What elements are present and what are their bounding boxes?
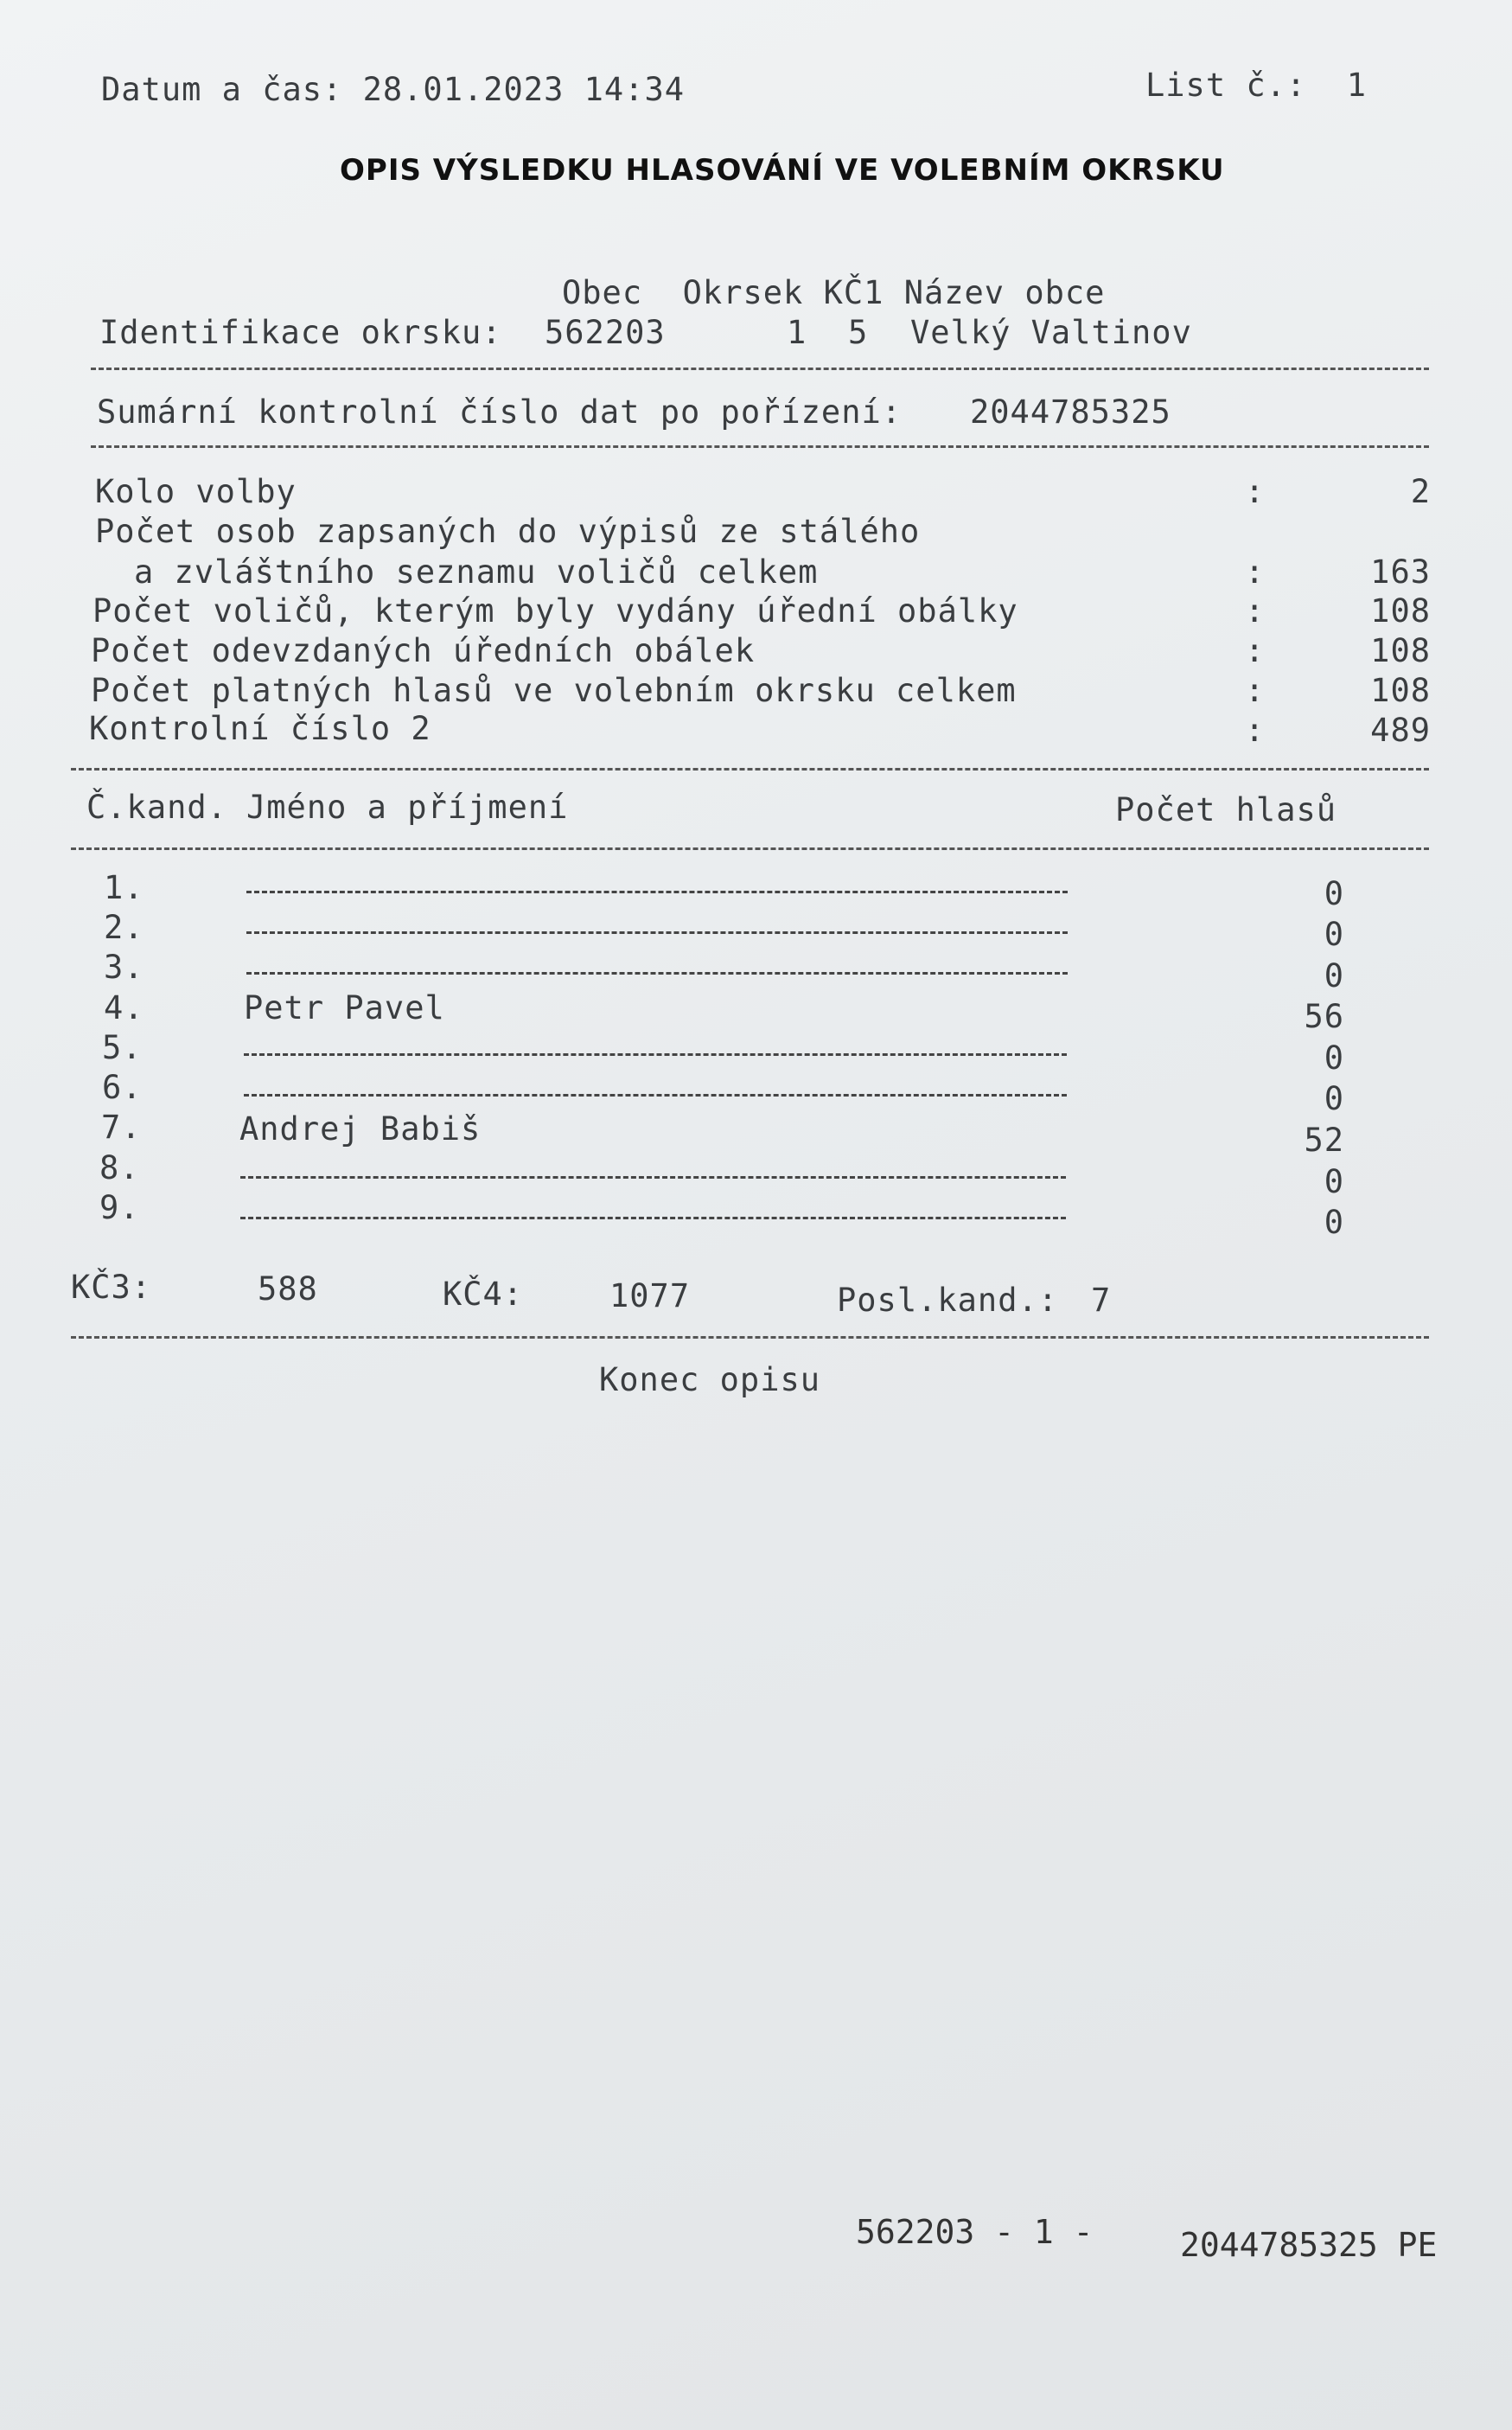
colon: :	[1245, 592, 1266, 630]
empty-name-dashes	[244, 1094, 1067, 1097]
candidate-votes: 0	[1324, 875, 1344, 912]
candidate-number: 1.	[104, 869, 144, 906]
candidate-number: 5.	[102, 1029, 143, 1066]
empty-name-dashes	[246, 931, 1068, 934]
empty-name-dashes	[246, 972, 1068, 975]
candidate-votes: 0	[1324, 916, 1344, 953]
last-candidate-label: Posl.kand.:	[837, 1282, 1059, 1319]
kc4-label: KČ4:	[443, 1276, 524, 1313]
candidate-number: 7.	[101, 1109, 142, 1146]
kolo-label: Kolo volby	[95, 473, 297, 510]
empty-name-dashes	[240, 1176, 1066, 1179]
identification-col-headers: Obec Okrsek KČ1 Název obce	[562, 274, 1106, 311]
platnych-value: 108	[1370, 672, 1431, 709]
municipality-name: Velký Valtinov	[910, 314, 1192, 351]
vydany-label: Počet voličů, kterým byly vydány úřední obálky	[93, 592, 1018, 630]
vydany-value: 108	[1370, 592, 1431, 630]
last-candidate-value: 7	[1091, 1282, 1112, 1319]
odevzdanych-label: Počet odevzdaných úředních obálek	[91, 632, 756, 669]
separator-line	[91, 445, 1429, 448]
datetime: Datum a čas: 28.01.2023 14:34	[101, 71, 686, 108]
checksum-label: Sumární kontrolní číslo dat po pořízení:	[97, 393, 903, 431]
document-title: OPIS VÝSLEDKU HLASOVÁNÍ VE VOLEBNÍM OKRSKU	[340, 153, 1225, 188]
sheet-number: List č.: 1	[1145, 67, 1368, 104]
candidate-votes: 56	[1304, 998, 1344, 1035]
candidate-number: 3.	[104, 949, 144, 986]
candidate-number: 9.	[99, 1189, 140, 1226]
separator-line	[71, 847, 1429, 850]
colon: :	[1245, 712, 1266, 749]
candidate-votes: 0	[1324, 1080, 1344, 1117]
footer-checksum: 2044785325 PE	[1180, 2226, 1438, 2264]
separator-line	[71, 768, 1429, 771]
empty-name-dashes	[240, 1217, 1066, 1219]
kc3-value: 588	[258, 1270, 318, 1308]
obec-code: 562203	[545, 314, 666, 351]
colon: :	[1245, 672, 1266, 709]
checksum-value: 2044785325	[970, 393, 1171, 431]
zapsanych-value: 163	[1370, 553, 1431, 591]
identification-label: Identifikace okrsku:	[99, 314, 502, 351]
kc4-value: 1077	[609, 1277, 691, 1314]
empty-name-dashes	[246, 891, 1068, 893]
okrsek-number: 1	[787, 314, 807, 351]
col-candidate-number: Č.kand.	[86, 789, 227, 826]
candidate-votes: 0	[1324, 1039, 1344, 1077]
colon: :	[1245, 473, 1266, 510]
candidate-number: 2.	[104, 909, 144, 946]
footer-code: 562203 - 1 -	[856, 2213, 1094, 2251]
zapsanych-label-2: a zvláštního seznamu voličů celkem	[134, 553, 819, 591]
kc2-label: Kontrolní číslo 2	[89, 710, 431, 747]
kc1-value: 5	[848, 314, 869, 351]
empty-name-dashes	[244, 1053, 1067, 1056]
candidate-votes: 52	[1304, 1122, 1344, 1159]
col-votes: Počet hlasů	[1115, 791, 1337, 828]
end-of-copy: Konec opisu	[599, 1361, 821, 1398]
zapsanych-label-1: Počet osob zapsaných do výpisů ze stálého	[95, 513, 921, 550]
kolo-value: 2	[1410, 473, 1431, 510]
platnych-label: Počet platných hlasů ve volebním okrsku celkem	[91, 672, 1017, 709]
kc3-label: KČ3:	[71, 1269, 152, 1306]
col-candidate-name: Jméno a příjmení	[246, 789, 569, 826]
candidate-votes: 0	[1324, 1204, 1344, 1241]
odevzdanych-value: 108	[1370, 632, 1431, 669]
kc2-value: 489	[1370, 712, 1431, 749]
candidate-name: Petr Pavel	[244, 989, 445, 1026]
candidate-number: 6.	[102, 1069, 143, 1106]
candidate-votes: 0	[1324, 1163, 1344, 1200]
colon: :	[1245, 553, 1266, 591]
separator-line	[71, 1336, 1429, 1339]
candidate-votes: 0	[1324, 957, 1344, 994]
separator-line	[91, 368, 1429, 370]
colon: :	[1245, 632, 1266, 669]
candidate-number: 8.	[99, 1149, 140, 1186]
candidate-name: Andrej Babiš	[239, 1110, 482, 1148]
candidate-number: 4.	[104, 989, 144, 1026]
